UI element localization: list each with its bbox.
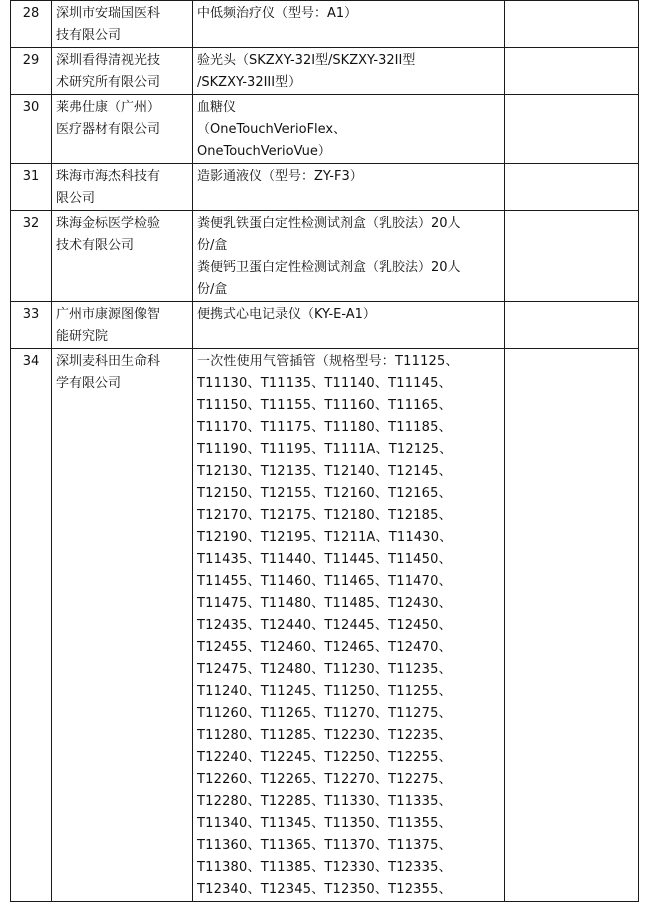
row-number: 32 xyxy=(22,216,40,231)
model-list-line: T12260、T12265、T12270、T12275、 xyxy=(197,772,452,787)
company-name-line: 深圳看得清视光技 xyxy=(56,53,161,68)
row-number: 30 xyxy=(22,100,40,115)
empty-cell xyxy=(505,302,639,349)
company-cell xyxy=(52,349,193,902)
table-row xyxy=(11,302,639,349)
model-list-line: T11280、T11285、T12230、T12235、 xyxy=(197,728,452,743)
empty-cell xyxy=(505,95,639,164)
product-cell xyxy=(193,302,505,349)
table-row xyxy=(11,1,639,48)
model-list-line: T11260、T11265、T11270、T11275、 xyxy=(197,706,452,721)
product-cell xyxy=(193,48,505,95)
row-number: 34 xyxy=(22,354,40,369)
approval-table xyxy=(10,0,639,902)
company-name-line: 珠海金标医学检验 xyxy=(56,216,161,231)
model-list-line: T11455、T11460、T11465、T11470、 xyxy=(197,574,452,589)
product-line: 便携式心电记录仪（KY-E-A1） xyxy=(197,307,376,322)
model-list-line: T11130、T11135、T11140、T11145、 xyxy=(197,376,452,391)
row-number: 29 xyxy=(22,53,40,68)
row-number: 28 xyxy=(22,6,40,21)
product-line: 份/盒 xyxy=(197,238,228,253)
table-row xyxy=(11,211,639,302)
empty-cell xyxy=(505,164,639,211)
model-list-line: T12150、T12155、T12160、T12165、 xyxy=(197,486,452,501)
model-list-line: 一次性使用气管插管（规格型号：T11125、 xyxy=(197,354,459,369)
product-line: OneTouchVerioVue） xyxy=(197,144,331,159)
table-row xyxy=(11,164,639,211)
table-row xyxy=(11,48,639,95)
model-list-line: T12455、T12460、T12465、T12470、 xyxy=(197,640,452,655)
table-row xyxy=(11,349,639,902)
company-name-line: 技有限公司 xyxy=(56,28,122,43)
row-number-cell xyxy=(11,164,52,211)
model-list-line: T12190、T12195、T1211A、T11430、 xyxy=(197,530,453,545)
model-list-line: T11170、T11175、T11180、T11185、 xyxy=(197,420,452,435)
model-list-line: T11340、T11345、T11350、T11355、 xyxy=(197,816,452,831)
row-number: 33 xyxy=(22,307,40,322)
model-list-line: T11190、T11195、T1111A、T12125、 xyxy=(197,442,453,457)
model-list-line: T11240、T11245、T11250、T11255、 xyxy=(197,684,452,699)
model-list-line: T12170、T12175、T12180、T12185、 xyxy=(197,508,452,523)
product-line: 份/盒 xyxy=(197,282,228,297)
empty-cell xyxy=(505,349,639,902)
model-list-line: T12340、T12345、T12350、T12355、 xyxy=(197,882,452,897)
row-number-cell xyxy=(11,48,52,95)
row-number-cell xyxy=(11,211,52,302)
company-name-line: 技术有限公司 xyxy=(56,238,135,253)
product-line: （OneTouchVerioFlex、 xyxy=(197,122,347,137)
model-list-line: T12240、T12245、T12250、T12255、 xyxy=(197,750,452,765)
model-list-line: T12280、T12285、T11330、T11335、 xyxy=(197,794,452,809)
company-cell xyxy=(52,302,193,349)
row-number-cell xyxy=(11,95,52,164)
model-list-line: T11150、T11155、T11160、T11165、 xyxy=(197,398,452,413)
company-name-line: 限公司 xyxy=(56,191,96,206)
company-name-line: 能研究院 xyxy=(56,329,109,344)
company-cell xyxy=(52,95,193,164)
company-name-line: 广州市康源图像智 xyxy=(56,307,161,322)
product-cell xyxy=(193,95,505,164)
empty-cell xyxy=(505,1,639,48)
company-name-line: 莱弗仕康（广州） xyxy=(56,100,161,115)
product-line: 造影通液仪（型号：ZY-F3） xyxy=(197,169,363,184)
company-cell xyxy=(52,211,193,302)
model-list-line: T11475、T11480、T11485、T12430、 xyxy=(197,596,452,611)
model-list-line: T11360、T11365、T11370、T11375、 xyxy=(197,838,452,853)
product-line: 粪便乳铁蛋白定性检测试剂盒（乳胶法）20人 xyxy=(197,216,461,231)
company-name-line: 深圳麦科田生命科 xyxy=(56,354,161,369)
product-line: 粪便钙卫蛋白定性检测试剂盒（乳胶法）20人 xyxy=(197,260,461,275)
company-cell xyxy=(52,164,193,211)
row-number-cell xyxy=(11,302,52,349)
row-number-cell xyxy=(11,349,52,902)
company-name-line: 深圳市安瑞国医科 xyxy=(56,6,161,21)
model-list-line: T11435、T11440、T11445、T11450、 xyxy=(197,552,452,567)
model-list-line: T12435、T12440、T12445、T12450、 xyxy=(197,618,452,633)
model-list-line: T11380、T11385、T12330、T12335、 xyxy=(197,860,452,875)
product-cell xyxy=(193,1,505,48)
company-cell xyxy=(52,1,193,48)
model-list-line: T12130、T12135、T12140、T12145、 xyxy=(197,464,452,479)
company-name-line: 珠海市海杰科技有 xyxy=(56,169,161,184)
product-cell xyxy=(193,349,505,902)
table-body xyxy=(11,1,639,902)
company-cell xyxy=(52,48,193,95)
empty-cell xyxy=(505,211,639,302)
model-list-line: T12475、T12480、T11230、T11235、 xyxy=(197,662,452,677)
empty-cell xyxy=(505,48,639,95)
company-name-line: 医疗器材有限公司 xyxy=(56,122,161,137)
row-number-cell xyxy=(11,1,52,48)
product-cell xyxy=(193,211,505,302)
product-cell xyxy=(193,164,505,211)
row-number: 31 xyxy=(22,169,40,184)
table-row xyxy=(11,95,639,164)
company-name-line: 术研究所有限公司 xyxy=(56,75,161,90)
product-line: 血糖仪 xyxy=(197,100,237,115)
product-line: /SKZXY-32III型） xyxy=(197,75,302,90)
product-line: 验光头（SKZXY-32I型/SKZXY-32II型 xyxy=(197,53,416,68)
product-line: 中低频治疗仪（型号：A1） xyxy=(197,6,358,21)
company-name-line: 学有限公司 xyxy=(56,376,122,391)
